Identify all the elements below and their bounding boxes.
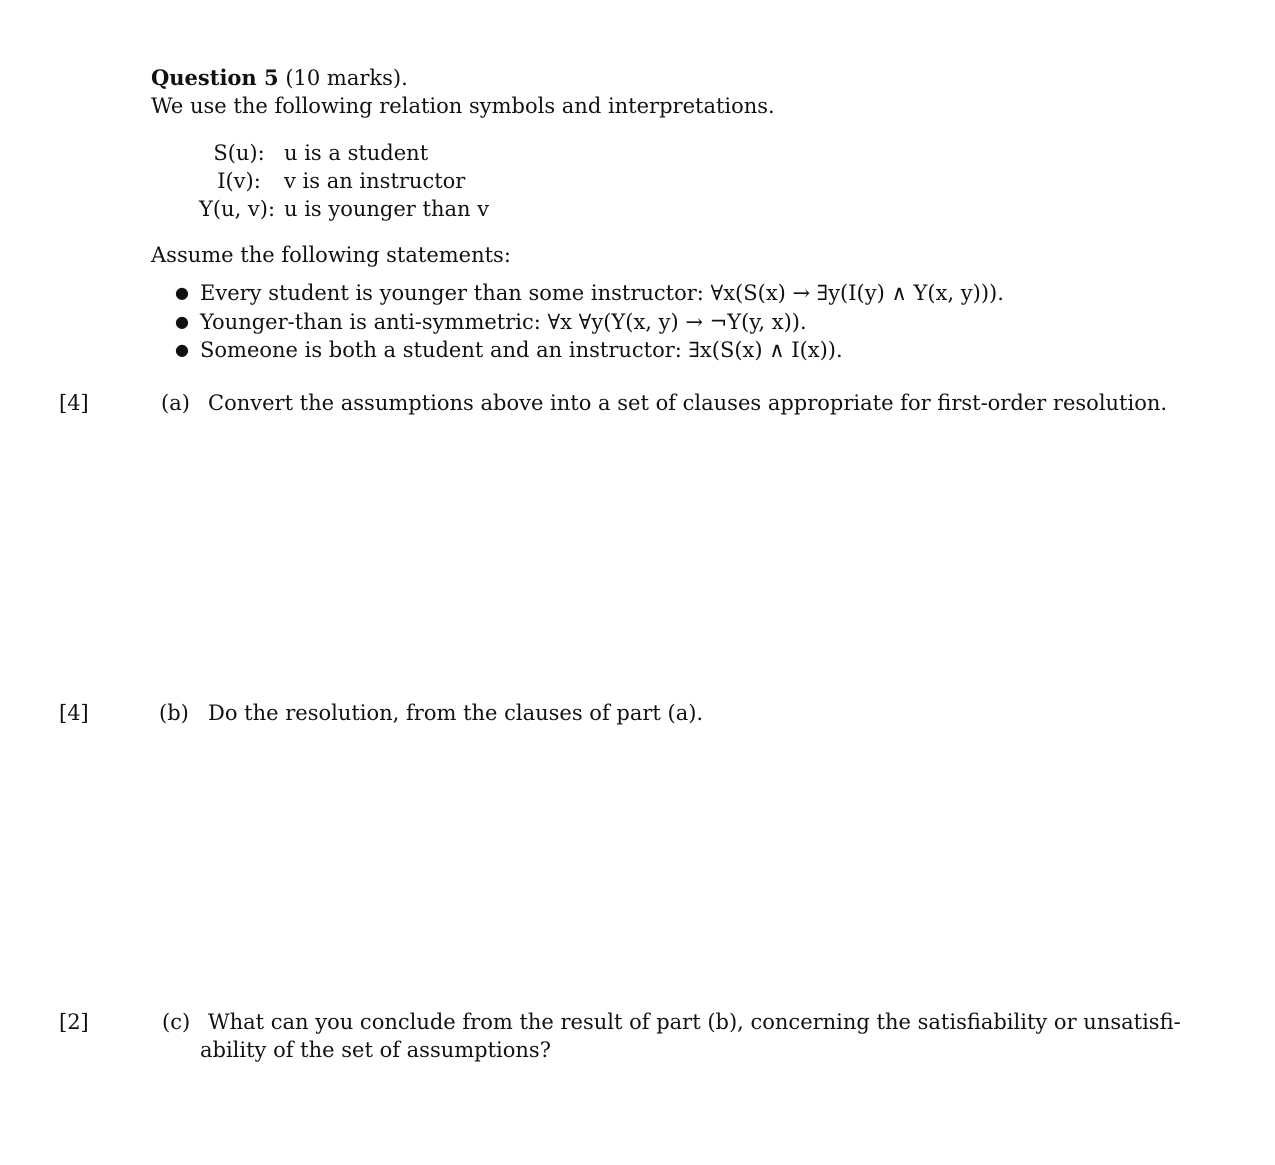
part-a-text: Convert the assumptions above into a set of clauses appropriate for first-order resolution. xyxy=(208,391,1168,415)
part-a-label: (a) xyxy=(161,391,190,415)
question-title: Question 5 xyxy=(151,65,279,90)
question-marks: (10 marks). xyxy=(285,66,408,90)
definition-row xyxy=(199,167,489,195)
definition-meaning: u is a student xyxy=(284,141,429,165)
definition-meaning: u is younger than v xyxy=(284,197,490,221)
part-c-text-line1: What can you conclude from the result of part (b), concerning the satisfiability or unsatisfi- xyxy=(208,1010,1181,1034)
part-c-text-line2: ability of the set of assumptions? xyxy=(200,1038,551,1062)
definition-symbol: Y(u, v): xyxy=(199,197,276,221)
bullet-icon: ● xyxy=(175,283,189,302)
bullet-icon: ● xyxy=(175,340,189,359)
part-b-label: (b) xyxy=(159,701,189,725)
definitions-table xyxy=(199,139,489,223)
bullet-icon: ● xyxy=(175,311,189,331)
question-heading xyxy=(151,64,408,92)
part-a-marks: [4] xyxy=(59,391,89,415)
definition-row xyxy=(199,139,489,167)
statement-text: Someone is both a student and an instructor: ∃x(S(x) ∧ I(x)). xyxy=(200,338,843,362)
statement-text: Every student is younger than some instructor: ∀x(S(x) → ∃y(I(y) ∧ Y(x, y))). xyxy=(200,281,1004,305)
part-b-marks: [4] xyxy=(59,701,89,725)
question-intro: We use the following relation symbols and interpretations. xyxy=(151,94,775,118)
list-item xyxy=(175,279,1004,308)
statement-text: Younger-than is anti-symmetric: ∀x ∀y(Y(x, y) → ¬Y(y, x)). xyxy=(200,309,807,334)
list-item xyxy=(175,308,1004,337)
definition-row xyxy=(199,195,489,223)
definition-symbol: I(v): xyxy=(217,169,261,193)
statement-list xyxy=(175,279,1004,365)
part-b-text: Do the resolution, from the clauses of part (a). xyxy=(208,701,704,725)
part-c-marks: [2] xyxy=(59,1010,89,1034)
part-c-label: (c) xyxy=(162,1010,191,1034)
assume-heading: Assume the following statements: xyxy=(151,243,511,267)
definition-symbol: S(u): xyxy=(213,141,265,165)
definition-meaning: v is an instructor xyxy=(284,169,466,193)
list-item xyxy=(175,336,1004,365)
